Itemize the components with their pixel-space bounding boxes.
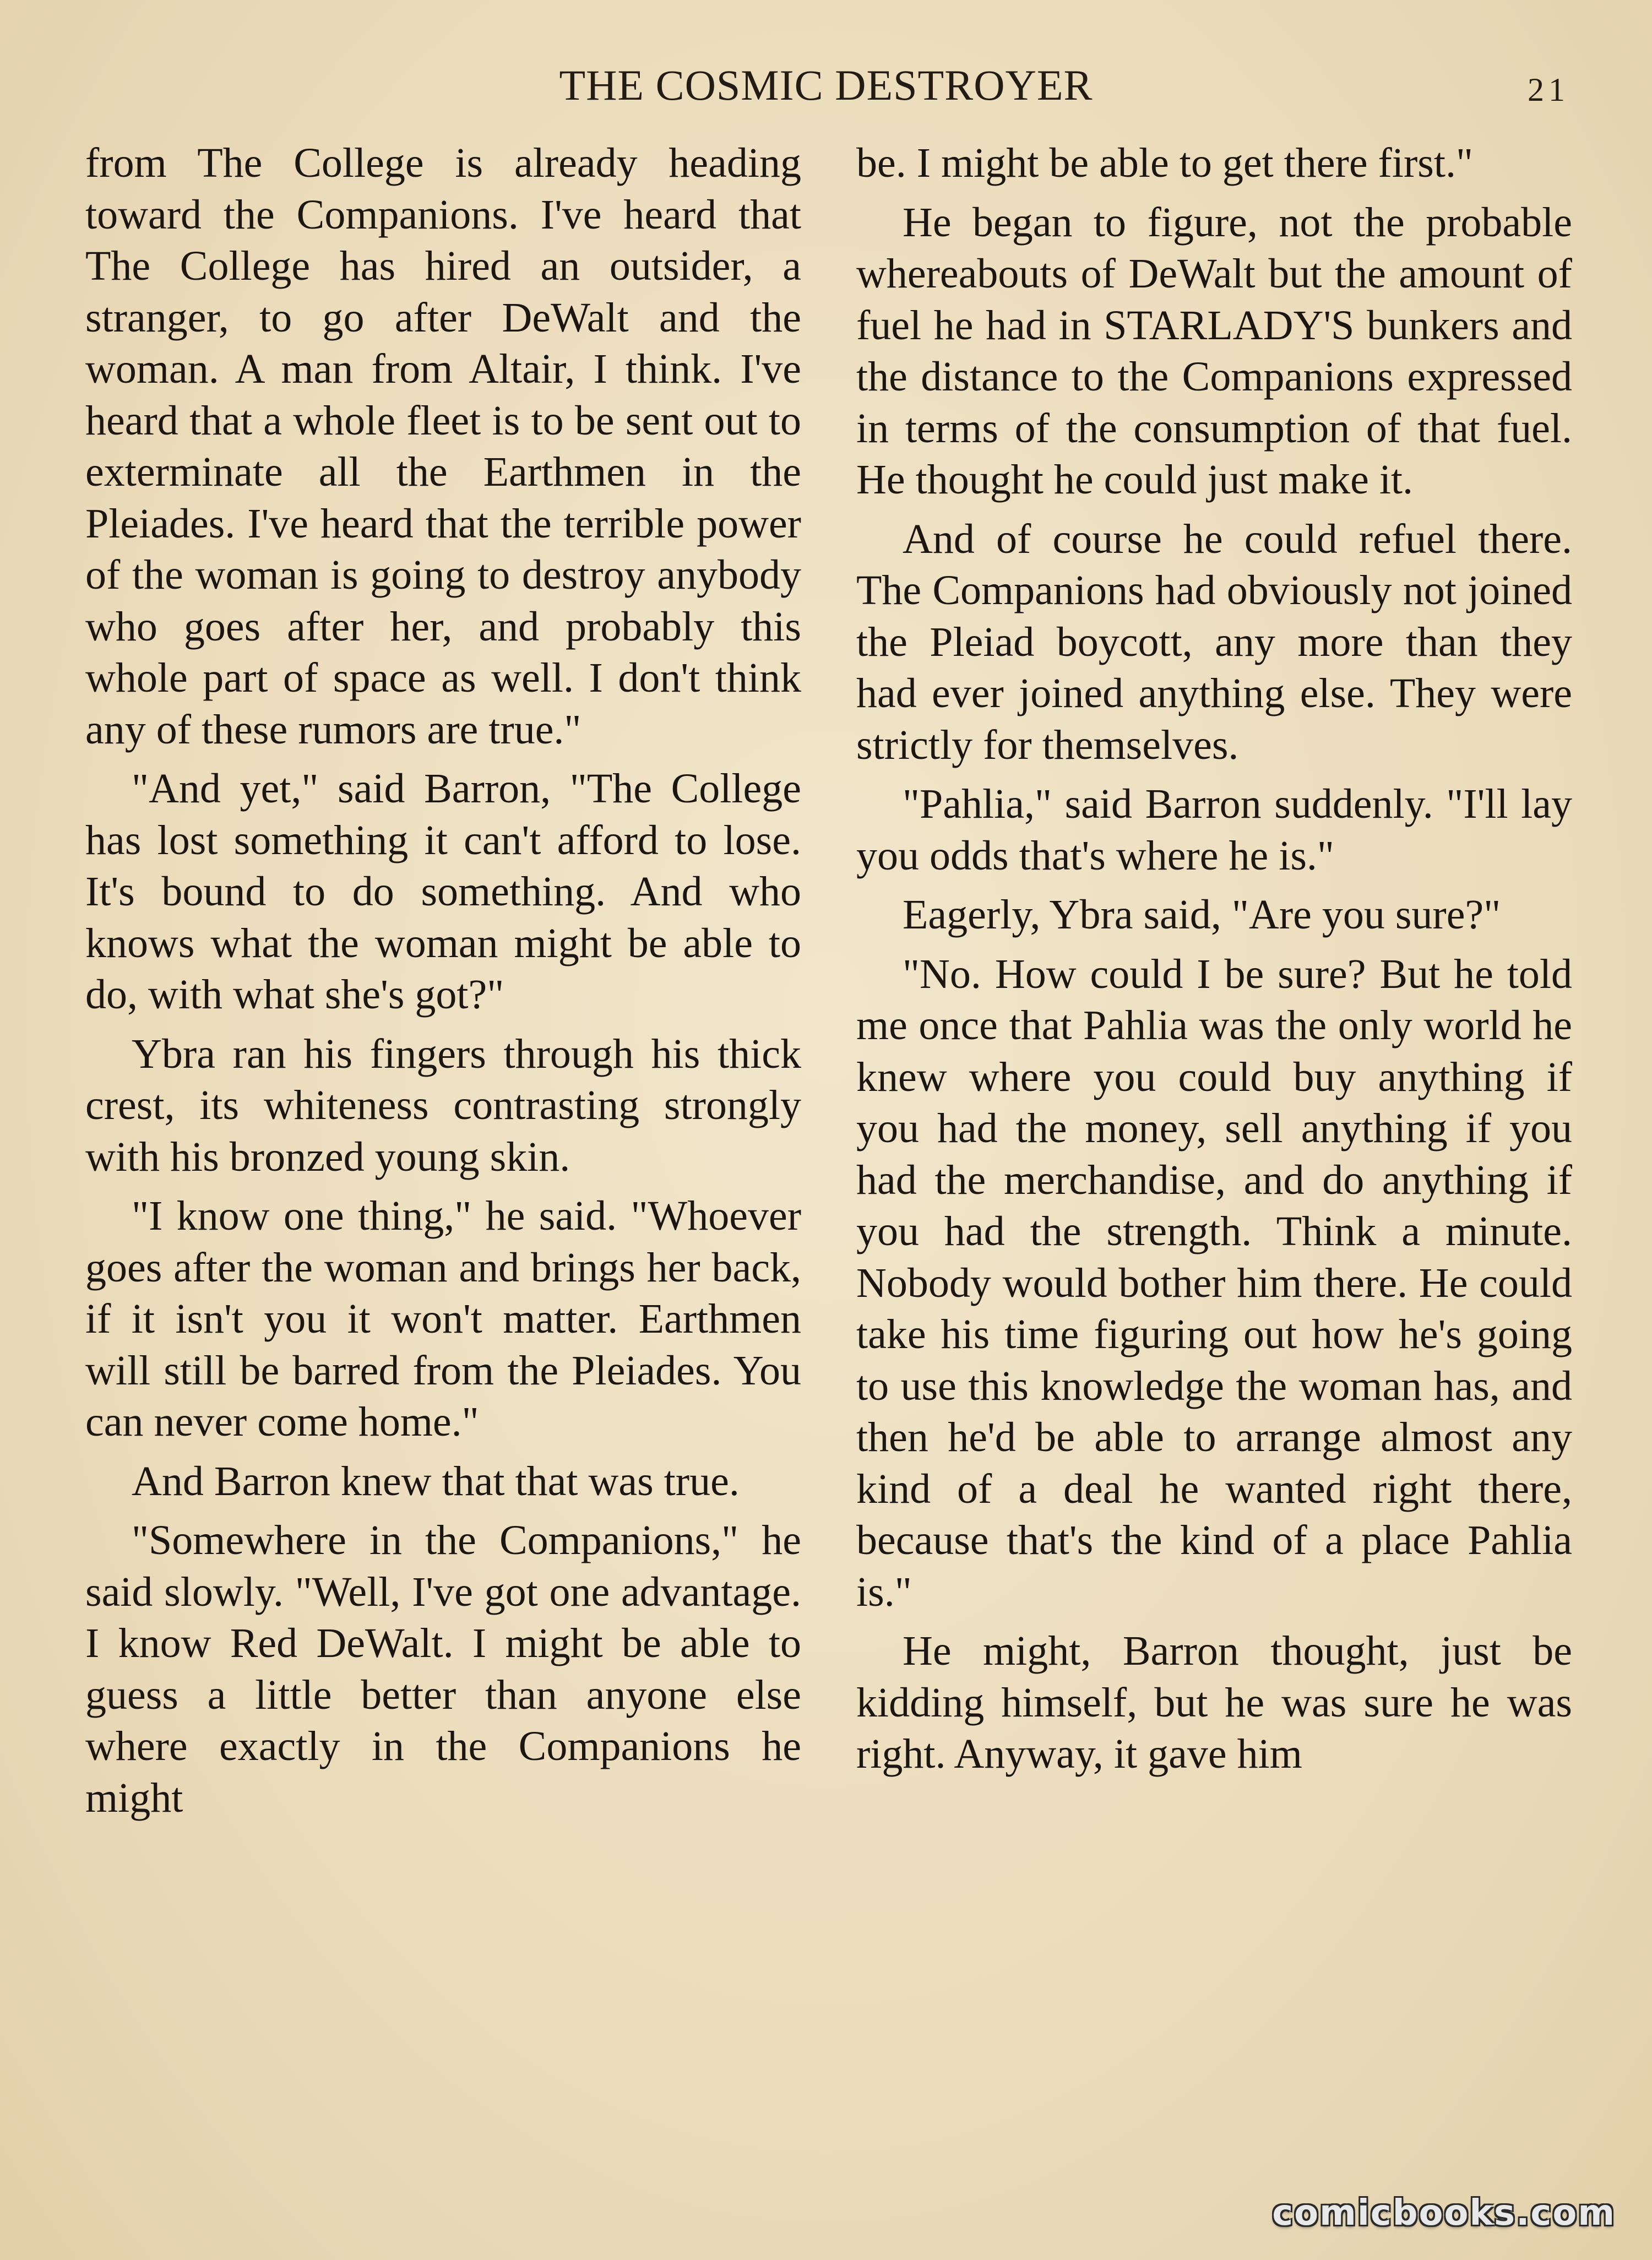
paragraph: He began to figure, not the probable whereabouts of DeWalt but the amount of fuel he had in STARLADY'S bunkers and the distance to the Companions expressed in terms of the consumption of that fuel. He thought he could just make it. [856, 199, 1572, 503]
paragraph: from The College is already heading toward the Companions. I've heard that The College has hired an outsider, a stranger, to go after DeWalt and the woman. A man from Altair, I think. I've heard that a whole fleet is to be sent out to exterminate all the Earthmen in the Pleiades. I've heard that the terrible power of the woman is going to destroy anybody who goes after her, and probably this whole part of space as well. I don't think any of these rumors are true." [85, 140, 801, 753]
paragraph: And Barron knew that that was true. [132, 1458, 740, 1504]
watermark: comicbooks.com [1272, 2193, 1616, 2234]
paragraph: be. I might be able to get there first." [856, 140, 1473, 186]
paragraph: "Pahlia," said Barron suddenly. "I'll lay you odds that's where he is." [856, 781, 1572, 879]
running-title: THE COSMIC DESTROYER [559, 61, 1093, 109]
right-column [856, 138, 1572, 2142]
paragraph: Ybra ran his fingers through his thick crest, its whiteness contrasting strongly with his bronzed young skin. [85, 1030, 801, 1180]
running-head [0, 55, 1652, 116]
paragraph: "Somewhere in the Companions," he said slowly. "Well, I've got one advantage. I know Red DeWalt. I might be able to guess a little better than anyone else where exactly in the Companions he might [85, 1517, 801, 1821]
paragraph: "And yet," said Barron, "The College has lost something it can't afford to lose. It's bound to do something. And who knows what the woman might be able to do, with what she's got?" [85, 765, 801, 1018]
paragraph: "No. How could I be sure? But he told me once that Pahlia was the only world he knew where you could buy anything if you had the money, sell anything if you had the merchandise, and do anything if you had the strength. Think a minute. Nobody would bother him there. He could take his time figuring out how he's going to use this knowledge the woman has, and then he'd be able to arrange almost any kind of a deal he wanted right there, because that's the kind of a place Pahlia is." [856, 950, 1572, 1615]
paragraph: And of course he could refuel there. The Companions had obviously not joined the Pleiad boycott, any more than they had ever joined anything else. They were strictly for themselves. [856, 515, 1572, 768]
left-column [85, 138, 801, 2142]
paragraph: He might, Barron thought, just be kidding himself, but he was sure he was right. Anyway, it gave him [856, 1628, 1572, 1777]
page-number: 21 [1528, 72, 1569, 108]
text-columns [85, 138, 1572, 2142]
paragraph: Eagerly, Ybra said, "Are you sure?" [903, 892, 1501, 938]
paragraph: "I know one thing," he said. "Whoever goes after the woman and brings her back, if it isn't you it won't matter. Earthmen will still be barred from the Pleiades. You can never come home." [85, 1193, 801, 1445]
